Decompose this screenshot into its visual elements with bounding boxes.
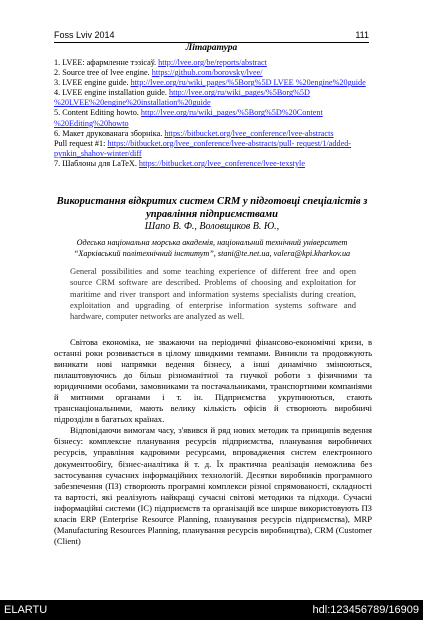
- reference-link[interactable]: https://bitbucket.org/lvee_conference/lvee-abstracts: [164, 128, 334, 138]
- reference-item: 7. Шаблоны для LaTeX. https://bitbucket.org/lvee_conference/lvee-texstyle: [54, 158, 305, 168]
- reference-item: 6. Макет друкованага зборніка. https://bitbucket.org/lvee_conference/lvee-abstracts: [54, 128, 334, 138]
- body-paragraph: Світова економіка, не зважаючи на періодичні фінансово-економічні кризи, в останні роки розвивається в цілому швидкими темпами. Виникли та продовжують виникати нові напрямки ведення бізнесу, а інші динамічно змінюються, пилаштовуючись до більш різноманітної та гнучкої роботи з фізичними та юридичними особами, замовниками та постачальниками, транспортними компаніями й митними органами і т. ін. Підприємства укрупнюються, стають транснаціональними, мають велику кількість офісів й створюють виробничі підрозділи в багатьох країнах.: [54, 337, 372, 425]
- reference-link[interactable]: https://github.com/borovsky/lvee/: [151, 68, 263, 78]
- running-header: [54, 30, 369, 43]
- references-list: [54, 58, 372, 169]
- affiliation-line: Одеська національна морська академія, національний технічний університет: [76, 238, 348, 247]
- reference-link[interactable]: http://lvee.org/ru/wiki_pages/%5Borg%5D LVEE %20engine%20guide: [130, 78, 366, 88]
- article-authors: Шапо В. Ф., Воловщиков В. Ю.,: [144, 221, 280, 232]
- reference-link[interactable]: http://lvee.org/ru/wiki_pages/%5Borg%5D%20Content %20Editing%20howto: [54, 108, 323, 128]
- reference-item: 1. LVEE: афармленне тэзісаў. http://lvee.org/be/reports/abstract: [54, 58, 267, 67]
- article-affiliation: [54, 238, 370, 259]
- viewer-footer: [0, 600, 423, 620]
- reference-link[interactable]: https://bitbucket.org/lvee_conference/lvee-abstracts/pull- request/1/added-pynkin_shahov-winter/diff: [54, 138, 352, 158]
- footer-handle: hdl:123456789/16909: [312, 604, 419, 616]
- reference-item: 2. Source tree of lvee engine. https://github.com/borovsky/lvee/: [54, 68, 263, 78]
- footer-repository: ELARTU: [4, 604, 48, 616]
- article-title: Використання відкритих систем CRM у підготовці спеціалістів з управління підприємствами: [56, 196, 368, 220]
- affiliation-line: “Харківський політехнічний інститут”, stani@te.net.ua, valera@kpi.kharkov.ua: [73, 248, 351, 258]
- reference-link[interactable]: http://lvee.org/be/reports/abstract: [158, 58, 267, 67]
- body-paragraph: Відповідаючи вимогам часу, з'явився й ряд нових методик та принципів ведення бізнесу: комплексне планування ресурсів підприємства, планування виробничих ресурсів, управління кадровими ресурсами, впровадження систем електронного документообігу, бізнес-аналітика й т. д. Їх практична реалізація неможлива без застосування сучасних інформаційних технологій. Десятки виробників програмного забезпечення (ПЗ) створюють програмні комплекси різної спрямованості, складності та вартості, які реалізують найкращі сучасні світові методики та підходи. Сучасні інформаційні системи (ІС) підприємств та організацій все ширше використовують ПЗ класів ERP (Enterprise Resource Planning, планування ресурсів підприємства), MRP (Manufacturing Resources Planning, планування ресурсів виробництва), CRM (Customer (Client): [54, 425, 372, 546]
- reference-item: Pull request #1: https://bitbucket.org/lvee_conference/lvee-abstracts/pull- request/1/added-pynkin_shahov-winter/diff: [54, 138, 352, 158]
- reference-link[interactable]: https://bitbucket.org/lvee_conference/lvee-texstyle: [138, 158, 305, 168]
- reference-link[interactable]: http://lvee.org/ru/wiki_pages/%5Borg%5D %20LVEE%20engine%20installation%20guide: [54, 88, 310, 108]
- header-page-number: 111: [355, 30, 369, 40]
- article-body: [54, 337, 372, 547]
- reference-item: 5. Content Editing howto. http://lvee.org/ru/wiki_pages/%5Borg%5D%20Content %20Editing%20howto: [54, 108, 323, 128]
- reference-item: 4. LVEE engine installation guide. http://lvee.org/ru/wiki_pages/%5Borg%5D %20LVEE%20engine%20installation%20guide: [54, 88, 310, 108]
- article-abstract: General possibilities and some teaching experience of different free and open source CRM software are described. Problems of choosing and exploitation for maritime and river transport and information systems specialists during creation, exploitation and upgrading of enterprise information systems software and hardware, computer networks are analyzed as well.: [70, 266, 356, 322]
- header-conference: Foss Lviv 2014: [54, 30, 115, 40]
- reference-item: 3. LVEE engine guide. http://lvee.org/ru/wiki_pages/%5Borg%5D LVEE %20engine%20guide: [54, 78, 366, 88]
- references-heading: Літаратура: [185, 43, 238, 53]
